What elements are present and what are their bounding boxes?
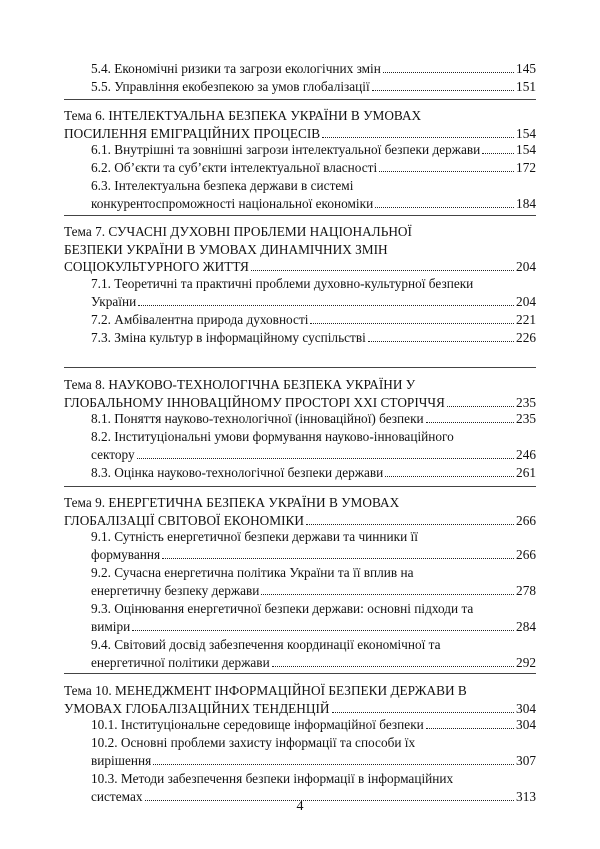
toc-entry-title-line: 6.1. Внутрішні та зовнішні загрози інтелектуальної безпеки держави <box>91 142 481 157</box>
toc-entry-title-line: формування <box>91 546 161 562</box>
toc-entry-title-line: 7.2. Амбівалентна природа духовності <box>91 312 309 327</box>
toc-entry-title-line: 9.1. Сутність енергетичної безпеки держави та чинники її <box>91 529 418 544</box>
toc-page-number: 304 <box>516 700 536 716</box>
toc-entry-title-line: 5.5. Управління екобезпекою за умов глобалізації <box>91 79 370 94</box>
toc-page-number: 266 <box>516 546 536 562</box>
toc-entry-title-line: 5.4. Економічні ризики та загрози екологічних змін <box>91 61 381 76</box>
toc-entry-title-line: Тема 7. СУЧАСНІ ДУХОВНІ ПРОБЛЕМИ НАЦІОНАЛЬНОЇ <box>64 224 412 239</box>
toc-page-number: 307 <box>516 752 536 768</box>
toc-page-number: 235 <box>516 411 536 426</box>
dot-leader <box>162 558 514 559</box>
toc-page-number: 313 <box>516 788 536 804</box>
toc-page-number: 226 <box>516 330 536 345</box>
toc-page-number: 204 <box>516 259 536 274</box>
toc-entry-title-line: виміри <box>91 618 131 634</box>
toc-entry-title-line: Тема 8. НАУКОВО-ТЕХНОЛОГІЧНА БЕЗПЕКА УКРАЇНИ У <box>64 377 416 392</box>
toc-entry-title-line: ПОСИЛЕННЯ ЕМІГРАЦІЙНИХ ПРОЦЕСІВ <box>64 125 321 141</box>
toc-entry-title-line: 10.3. Методи забезпечення безпеки інформації в інформаційних <box>91 771 454 786</box>
toc-page-number: 304 <box>516 717 536 732</box>
dot-leader <box>332 712 515 713</box>
toc-entry-title-line: системах <box>91 788 143 804</box>
dot-leader <box>261 594 514 595</box>
toc-page-number: 278 <box>516 582 536 598</box>
toc-entry-title-line: конкурентоспроможності національної економіки <box>91 195 374 211</box>
toc-page-number: 235 <box>516 394 536 410</box>
toc-page-number: 151 <box>516 79 536 94</box>
toc-entry-title-line: СОЦІОКУЛЬТУРНОГО ЖИТТЯ <box>64 259 249 274</box>
toc-page-number: 246 <box>516 446 536 462</box>
toc-entry-title-line: 10.2. Основні проблеми захисту інформації та способи їх <box>91 735 416 750</box>
toc-entry-title-line: УМОВАХ ГЛОБАЛІЗАЦІЙНИХ ТЕНДЕНЦІЙ <box>64 700 330 716</box>
toc-entry-title-line: 8.1. Поняття науково-технологічної (інноваційної) безпеки <box>91 411 424 426</box>
dot-leader <box>251 270 514 271</box>
section-divider <box>64 486 536 487</box>
toc-entry-title-line: 6.2. Об’єкти та суб’єкти інтелектуальної власності <box>91 160 378 175</box>
dot-leader <box>383 72 514 73</box>
toc-page-number: 154 <box>516 142 536 157</box>
dot-leader <box>379 171 514 172</box>
toc-entry-title-line: 7.1. Теоретичні та практичні проблеми духовно-культурної безпеки <box>91 276 474 291</box>
toc-entry-title-line: ГЛОБАЛІЗАЦІЇ СВІТОВОЇ ЕКОНОМІКИ <box>64 512 304 528</box>
toc-page-number: 221 <box>516 312 536 327</box>
toc-page-number: 145 <box>516 61 536 76</box>
toc-entry-title-line: 7.3. Зміна культур в інформаційному суспільстві <box>91 330 366 345</box>
toc-entry-title-line: енергетичну безпеку держави <box>91 582 260 598</box>
page-number: 4 <box>296 799 304 814</box>
toc-page-number: 204 <box>516 293 536 309</box>
toc-entry-title-line: енергетичної політики держави <box>91 654 270 670</box>
toc-page-number: 261 <box>516 465 536 480</box>
toc-entry-title-line: 6.3. Інтелектуальна безпека держави в системі <box>91 178 354 193</box>
dot-leader <box>310 323 514 324</box>
toc-entry-title-line: сектору <box>91 446 135 462</box>
dot-leader <box>138 305 514 306</box>
dot-leader <box>385 476 514 477</box>
toc-entry-title-line: 9.4. Світовий досвід забезпечення координації економічної та <box>91 637 441 652</box>
dot-leader <box>368 341 514 342</box>
toc-page-number: 154 <box>516 125 536 141</box>
toc-entry-title-line: БЕЗПЕКИ УКРАЇНИ В УМОВАХ ДИНАМІЧНИХ ЗМІН <box>64 241 388 257</box>
dot-leader <box>322 137 514 138</box>
toc-page-number: 184 <box>516 195 536 211</box>
toc-entry-title-line: 9.2. Сучасна енергетична політика України та її вплив на <box>91 565 414 580</box>
section-divider <box>64 99 536 100</box>
toc-entry-title-line: Тема 10. МЕНЕДЖМЕНТ ІНФОРМАЦІЙНОЇ БЕЗПЕКИ ДЕРЖАВИ В <box>64 683 467 698</box>
toc-entry-title-line: вирішення <box>91 752 152 768</box>
dot-leader <box>482 153 514 154</box>
section-divider <box>64 673 536 674</box>
dot-leader <box>372 90 514 91</box>
toc-entry-title-line: України <box>91 293 137 309</box>
section-divider <box>64 367 536 368</box>
dot-leader <box>375 207 514 208</box>
toc-page-number: 172 <box>516 160 536 175</box>
dot-leader <box>426 422 514 423</box>
toc-page-number: 266 <box>516 512 536 528</box>
toc-entry-title-line: ГЛОБАЛЬНОМУ ІННОВАЦІЙНОМУ ПРОСТОРІ ХХІ СТОРІЧЧЯ <box>64 394 445 410</box>
toc-entry-title-line: 8.3. Оцінка науково-технологічної безпеки держави <box>91 465 384 480</box>
dot-leader <box>132 630 514 631</box>
dot-leader <box>306 524 514 525</box>
toc-page-number: 284 <box>516 618 536 634</box>
toc-page-number: 292 <box>516 654 536 670</box>
dot-leader <box>137 458 514 459</box>
dot-leader <box>272 666 514 667</box>
toc-entry-title-line: 10.1. Інституціональне середовище інформаційної безпеки <box>91 717 424 732</box>
toc-entry-title-line: 9.3. Оцінювання енергетичної безпеки держави: основні підходи та <box>91 601 474 616</box>
dot-leader <box>447 406 514 407</box>
dot-leader <box>153 764 514 765</box>
toc-entry-title-line: 8.2. Інституціональні умови формування науково-інноваційного <box>91 429 454 444</box>
dot-leader <box>426 728 514 729</box>
toc-entry-title-line: Тема 9. ЕНЕРГЕТИЧНА БЕЗПЕКА УКРАЇНИ В УМОВАХ <box>64 495 400 510</box>
toc-entry-title-line: Тема 6. ІНТЕЛЕКТУАЛЬНА БЕЗПЕКА УКРАЇНИ В УМОВАХ <box>64 108 422 123</box>
section-divider <box>64 215 536 216</box>
